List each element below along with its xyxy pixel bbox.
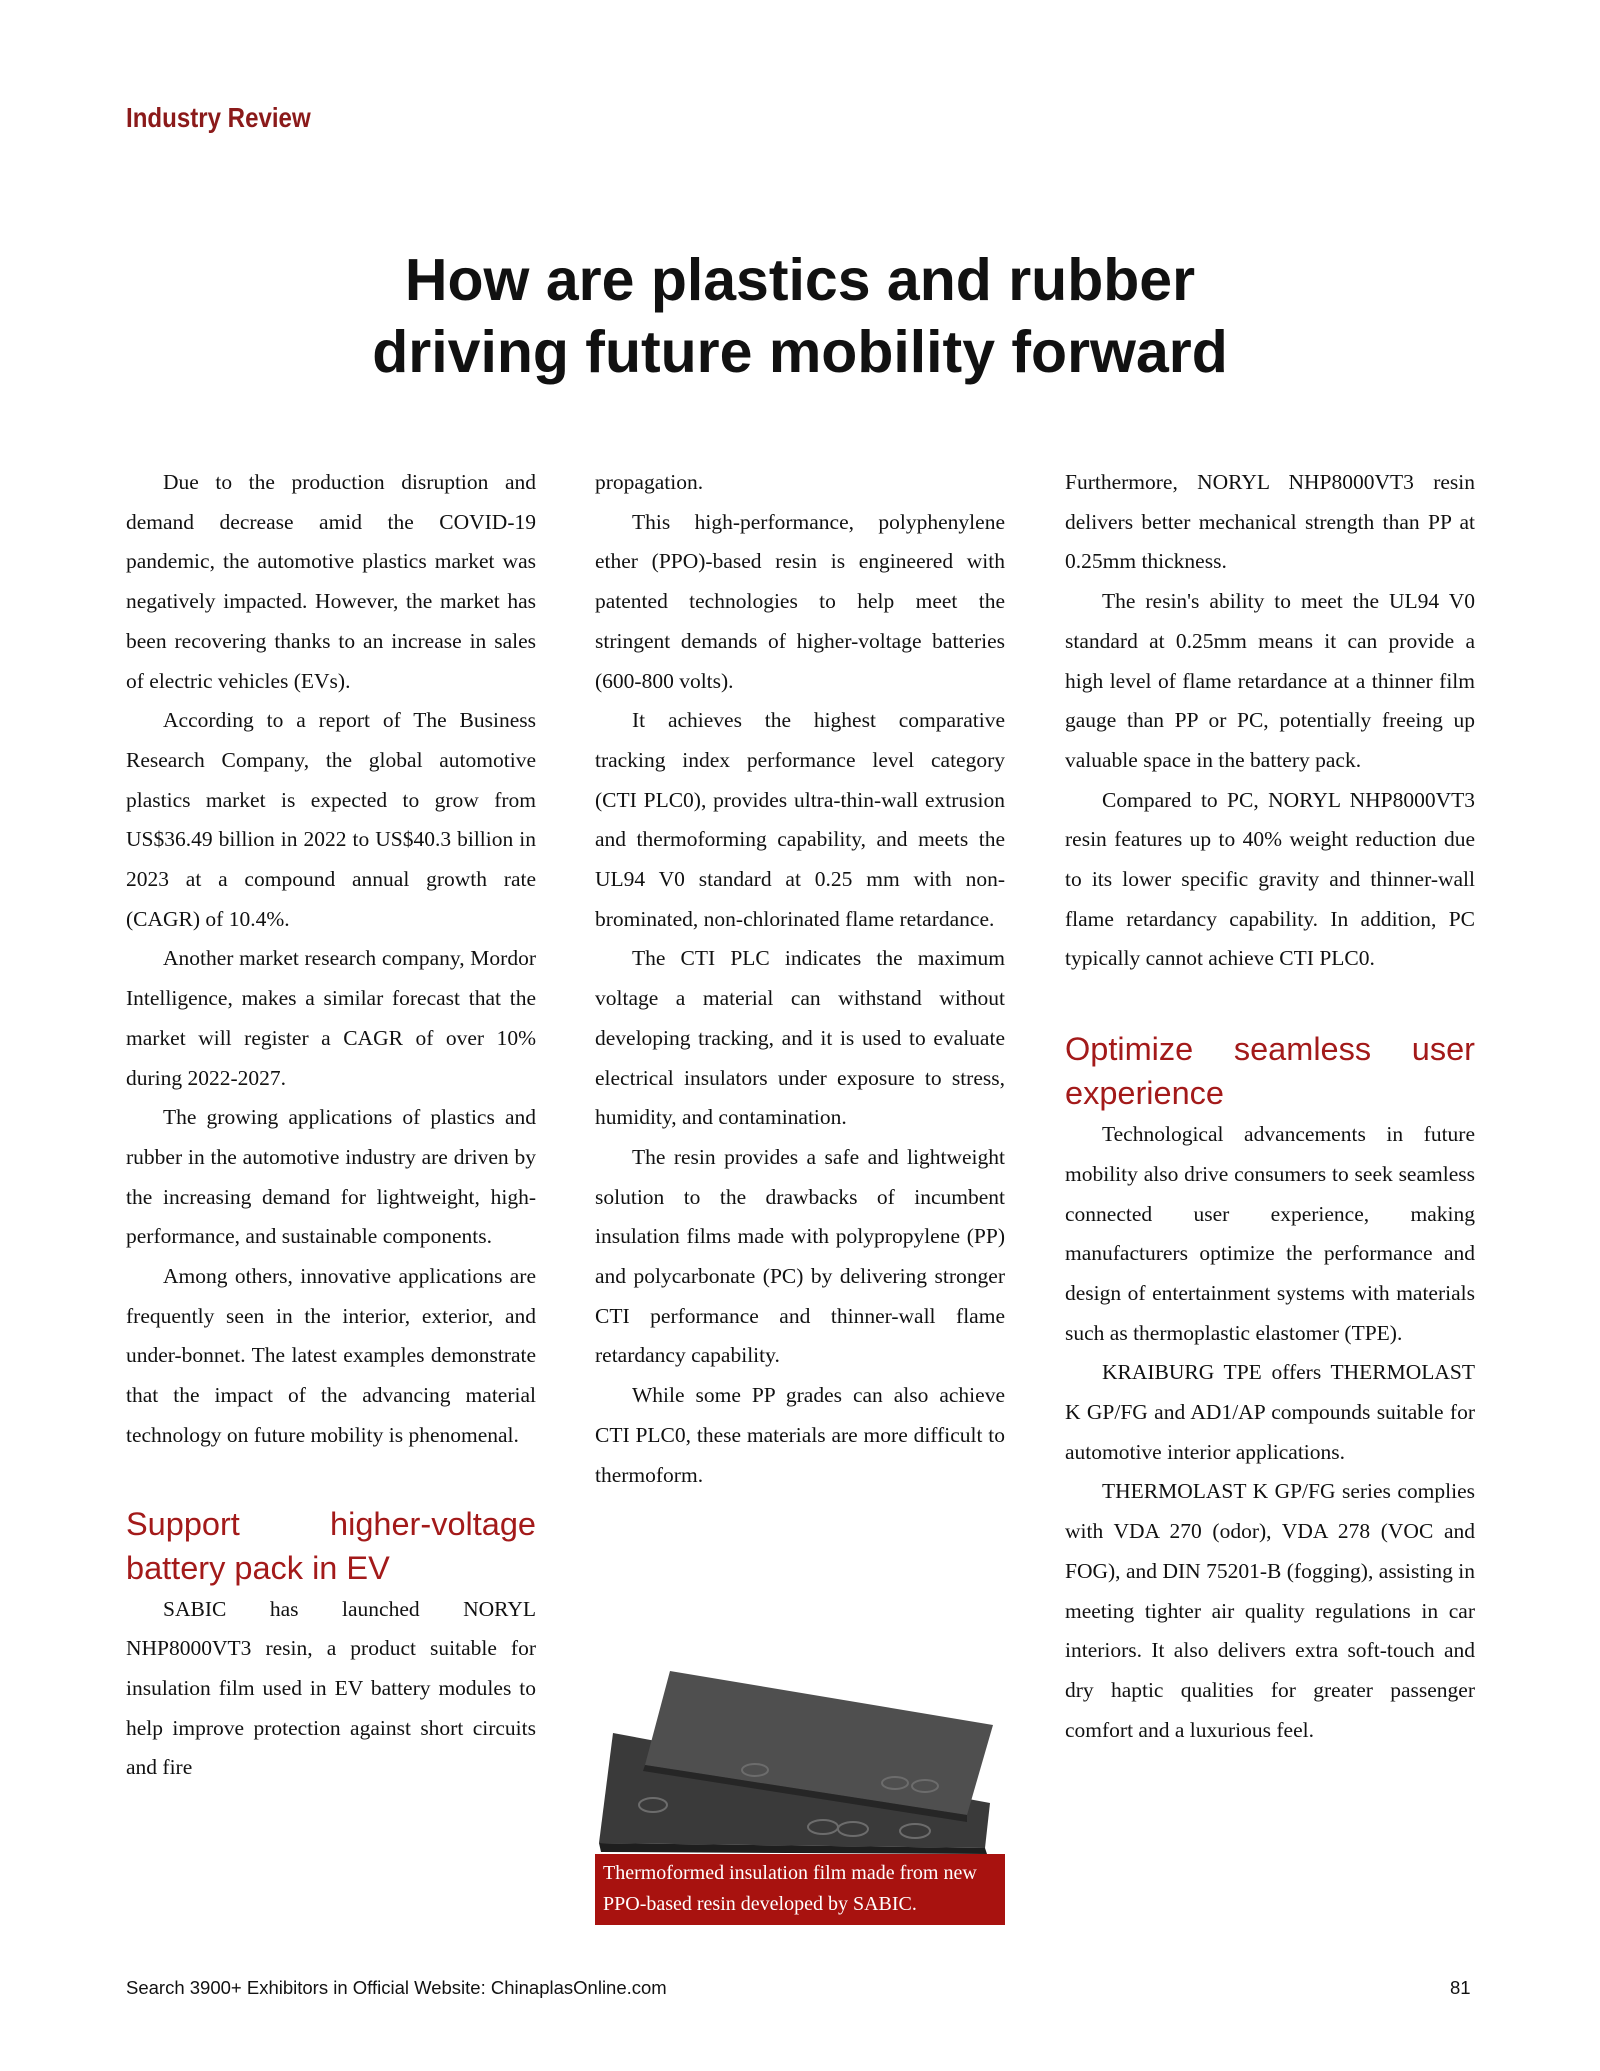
- paragraph: SABIC has launched NORYL NHP8000VT3 resin, a product suitable for insulation film used in EV battery modules to help improve protection against short circuits and fire: [126, 1596, 536, 1780]
- subheading-user-experience: Optimize seamless user experience: [1065, 1031, 1475, 1112]
- paragraph: Compared to PC, NORYL NHP8000VT3 resin features up to 40% weight reduction due to its lower specific gravity and thinner-wall flame retardancy capability. In addition, PC typically cannot achieve CTI PLC0.: [1065, 787, 1475, 971]
- paragraph: According to a report of The Business Research Company, the global automotive plastics market is expected to grow from US$36.49 billion in 2022 to US$40.3 billion in 2023 at a compound annual growth rate (CAGR) of 10.4%.: [126, 708, 536, 931]
- paragraph: Among others, innovative applications are frequently seen in the interior, exterior, and under-bonnet. The latest examples demonstrate that the impact of the advancing material technology on future mobility is phenomenal.: [126, 1264, 536, 1447]
- paragraph: The CTI PLC indicates the maximum voltage a material can withstand without developing tracking, and it is used to evaluate electrical insulators under exposure to stress, humidity, and contamination.: [595, 946, 1005, 1130]
- paragraph: Due to the production disruption and demand decrease amid the COVID-19 pandemic, the automotive plastics market was negatively impacted. However, the market has been recovering thanks to an increase in sales of electric vehicles (EVs).: [126, 470, 536, 693]
- paragraph: The resin's ability to meet the UL94 V0 standard at 0.25mm means it can provide a high level of flame retardance at a thinner film gauge than PP or PC, potentially freeing up valuable space in the battery pack.: [1065, 589, 1475, 772]
- insulation-film-photo: [595, 1665, 1005, 1855]
- paragraph: The growing applications of plastics and rubber in the automotive industry are driven by the increasing demand for lightweight, high-performance, and sustainable components.: [126, 1105, 536, 1249]
- column-1: [126, 463, 536, 1788]
- paragraph: Technological advancements in future mobility also drive consumers to seek seamless connected user experience, making manufacturers optimize the performance and design of entertainment systems with materials such as thermoplastic elastomer (TPE).: [1065, 1122, 1475, 1345]
- figure: [595, 1665, 1005, 1925]
- title-line-2: driving future mobility forward: [372, 319, 1228, 385]
- paragraph: This high-performance, polyphenylene ether (PPO)-based resin is engineered with patented technologies to help meet the stringent demands of higher-voltage batteries (600-800 volts).: [595, 509, 1005, 693]
- subheading-battery: Support higher-voltage battery pack in EV: [126, 1505, 536, 1586]
- page-number: 81: [1450, 1977, 1471, 1998]
- column-2: [595, 463, 1005, 1495]
- footer-website: Search 3900+ Exhibitors in Official Website: ChinaplasOnline.com: [126, 1977, 667, 1998]
- paragraph: While some PP grades can also achieve CTI PLC0, these materials are more difficult to thermoform.: [595, 1383, 1005, 1487]
- paragraph: propagation.: [595, 470, 704, 494]
- column-3: [1065, 463, 1475, 1750]
- article-title: [0, 244, 1600, 388]
- paragraph: THERMOLAST K GP/FG series complies with VDA 270 (odor), VDA 278 (VOC and FOG), and DIN 75201-B (fogging), assisting in meeting tighter air quality regulations in car interiors. It also delivers extra soft-touch and dry haptic qualities for greater passenger comfort and a luxurious feel.: [1065, 1479, 1475, 1742]
- paragraph: KRAIBURG TPE offers THERMOLAST K GP/FG and AD1/AP compounds suitable for automotive interior applications.: [1065, 1360, 1475, 1464]
- figure-caption: Thermoformed insulation film made from new PPO-based resin developed by SABIC.: [595, 1854, 1005, 1925]
- paragraph: Another market research company, Mordor Intelligence, makes a similar forecast that the market will register a CAGR of over 10% during 2022-2027.: [126, 946, 536, 1090]
- paragraph: Furthermore, NORYL NHP8000VT3 resin delivers better mechanical strength than PP at 0.25mm thickness.: [1065, 470, 1475, 574]
- paragraph: The resin provides a safe and lightweight solution to the drawbacks of incumbent insulation films made with polypropylene (PP) and polycarbonate (PC) by delivering stronger CTI performance and thinner-wall flame retardancy capability.: [595, 1144, 1005, 1368]
- title-line-1: How are plastics and rubber: [404, 247, 1196, 313]
- paragraph: It achieves the highest comparative tracking index performance level category (CTI PLC0), provides ultra-thin-wall extrusion and thermoforming capability, and meets the UL94 V0 standard at 0.25 mm with non-brominated, non-chlorinated flame retardance.: [595, 708, 1005, 931]
- section-label: Industry Review: [126, 102, 311, 133]
